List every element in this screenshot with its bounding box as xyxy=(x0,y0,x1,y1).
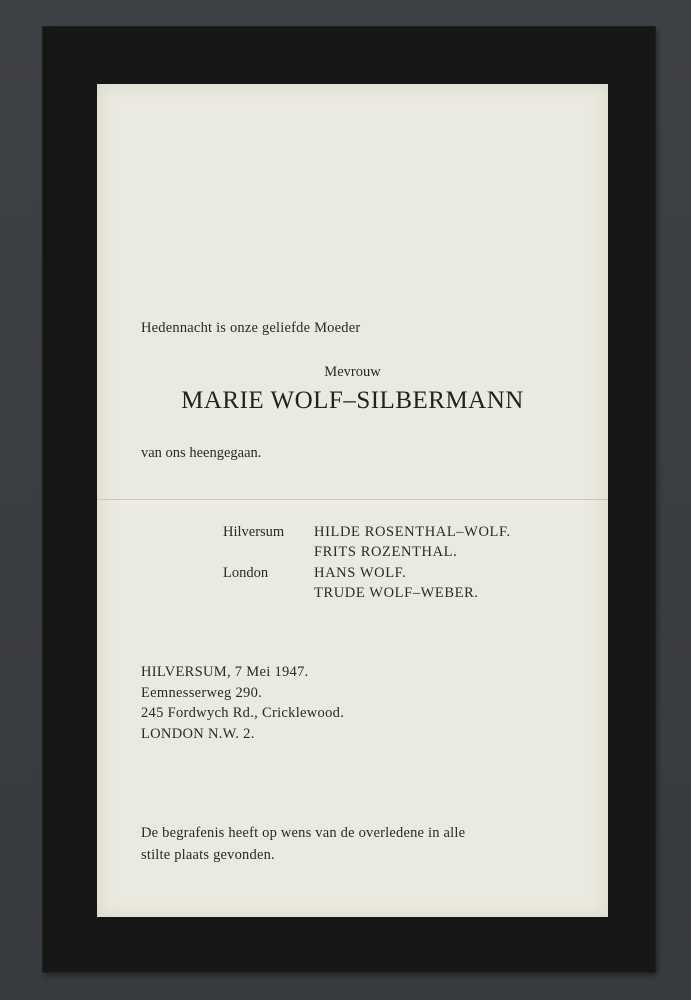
mourner-city: London xyxy=(223,565,269,581)
deceased-name: MARIE WOLF–SILBERMANN xyxy=(181,387,524,414)
mourner-name: HANS WOLF. xyxy=(314,565,407,581)
card-fold-line xyxy=(97,499,608,500)
address-line: LONDON N.W. 2. xyxy=(141,726,255,742)
honorific: Mevrouw xyxy=(324,364,381,380)
intro-text: Hedennacht is onze geliefde Moeder xyxy=(141,320,361,336)
address-line: HILVERSUM, 7 Mei 1947. xyxy=(141,664,309,680)
funeral-line: stilte plaats gevonden. xyxy=(141,847,275,863)
mourner-city: Hilversum xyxy=(223,524,285,540)
mourner-name: HILDE ROSENTHAL–WOLF. xyxy=(314,524,511,540)
address-line: Eemnesserweg 290. xyxy=(141,685,263,701)
address-line: 245 Fordwych Rd., Cricklewood. xyxy=(141,705,345,721)
funeral-line: De begrafenis heeft op wens van de overledene in alle xyxy=(141,825,466,841)
mourner-name: FRITS ROZENTHAL. xyxy=(314,544,458,560)
death-notice-card xyxy=(97,84,608,917)
departed-text: van ons heengegaan. xyxy=(141,445,262,461)
mourner-name: TRUDE WOLF–WEBER. xyxy=(314,585,479,601)
